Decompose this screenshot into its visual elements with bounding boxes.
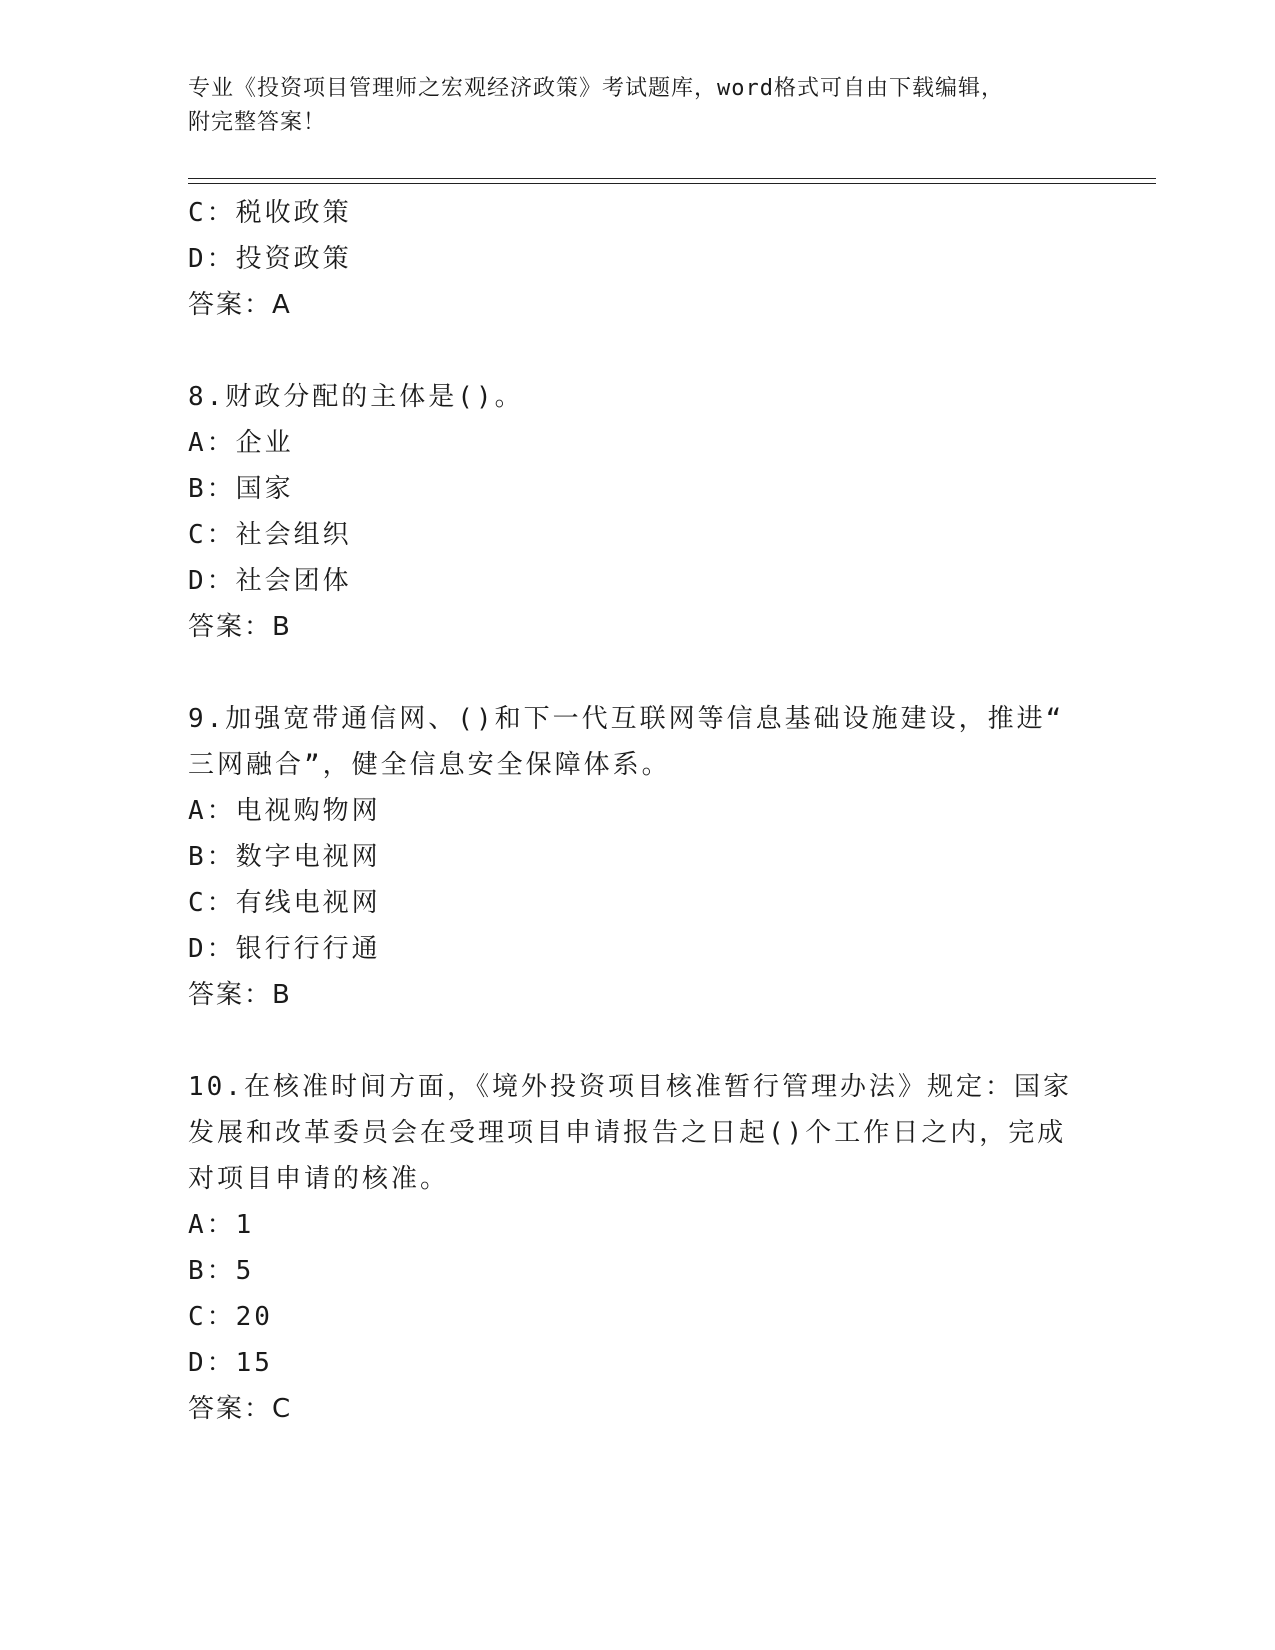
option-d: D：15: [188, 1348, 273, 1378]
option-a: A：1: [188, 1210, 255, 1240]
question-text-line-2: 三网融合”，健全信息安全保障体系。: [188, 750, 671, 780]
question-text-line-1: 10.在核准时间方面，《境外投资项目核准暂行管理办法》规定：国家: [188, 1072, 1072, 1102]
answer-line: 答案：B: [188, 612, 292, 642]
question-text: 8.财政分配的主体是()。: [188, 382, 524, 412]
document-header: [188, 72, 1088, 140]
option-b: B：数字电视网: [188, 842, 381, 872]
option-d: D：社会团体: [188, 566, 352, 596]
question-8: [188, 374, 1088, 650]
question-text-line-3: 对项目申请的核准。: [188, 1164, 450, 1194]
option-d: D：银行行行通: [188, 934, 381, 964]
option-d: D：投资政策: [188, 244, 352, 274]
answer-line: 答案：C: [188, 1394, 293, 1424]
header-line-1: 专业《投资项目管理师之宏观经济政策》考试题库，word格式可自由下载编辑，: [188, 76, 1004, 101]
option-b: B：5: [188, 1256, 255, 1286]
header-divider-bottom: [188, 183, 1156, 184]
question-text-line-1: 9.加强宽带通信网、()和下一代互联网等信息基础设施建设，推进“: [188, 704, 1065, 734]
question-10: [188, 1064, 1088, 1432]
option-c: C：有线电视网: [188, 888, 381, 918]
option-a: A：企业: [188, 428, 294, 458]
question-9: [188, 696, 1088, 1018]
option-c: C：20: [188, 1302, 273, 1332]
header-line-2: 附完整答案！: [188, 110, 327, 135]
previous-question-tail: [188, 190, 1088, 328]
header-divider-top: [188, 178, 1156, 179]
document-body: [188, 190, 1088, 1432]
option-c: C：社会组织: [188, 520, 352, 550]
answer-line: 答案：A: [188, 290, 292, 320]
answer-line: 答案：B: [188, 980, 292, 1010]
question-text-line-2: 发展和改革委员会在受理项目申请报告之日起()个工作日之内，完成: [188, 1118, 1067, 1148]
option-b: B：国家: [188, 474, 294, 504]
option-c: C：税收政策: [188, 198, 352, 228]
option-a: A：电视购物网: [188, 796, 381, 826]
